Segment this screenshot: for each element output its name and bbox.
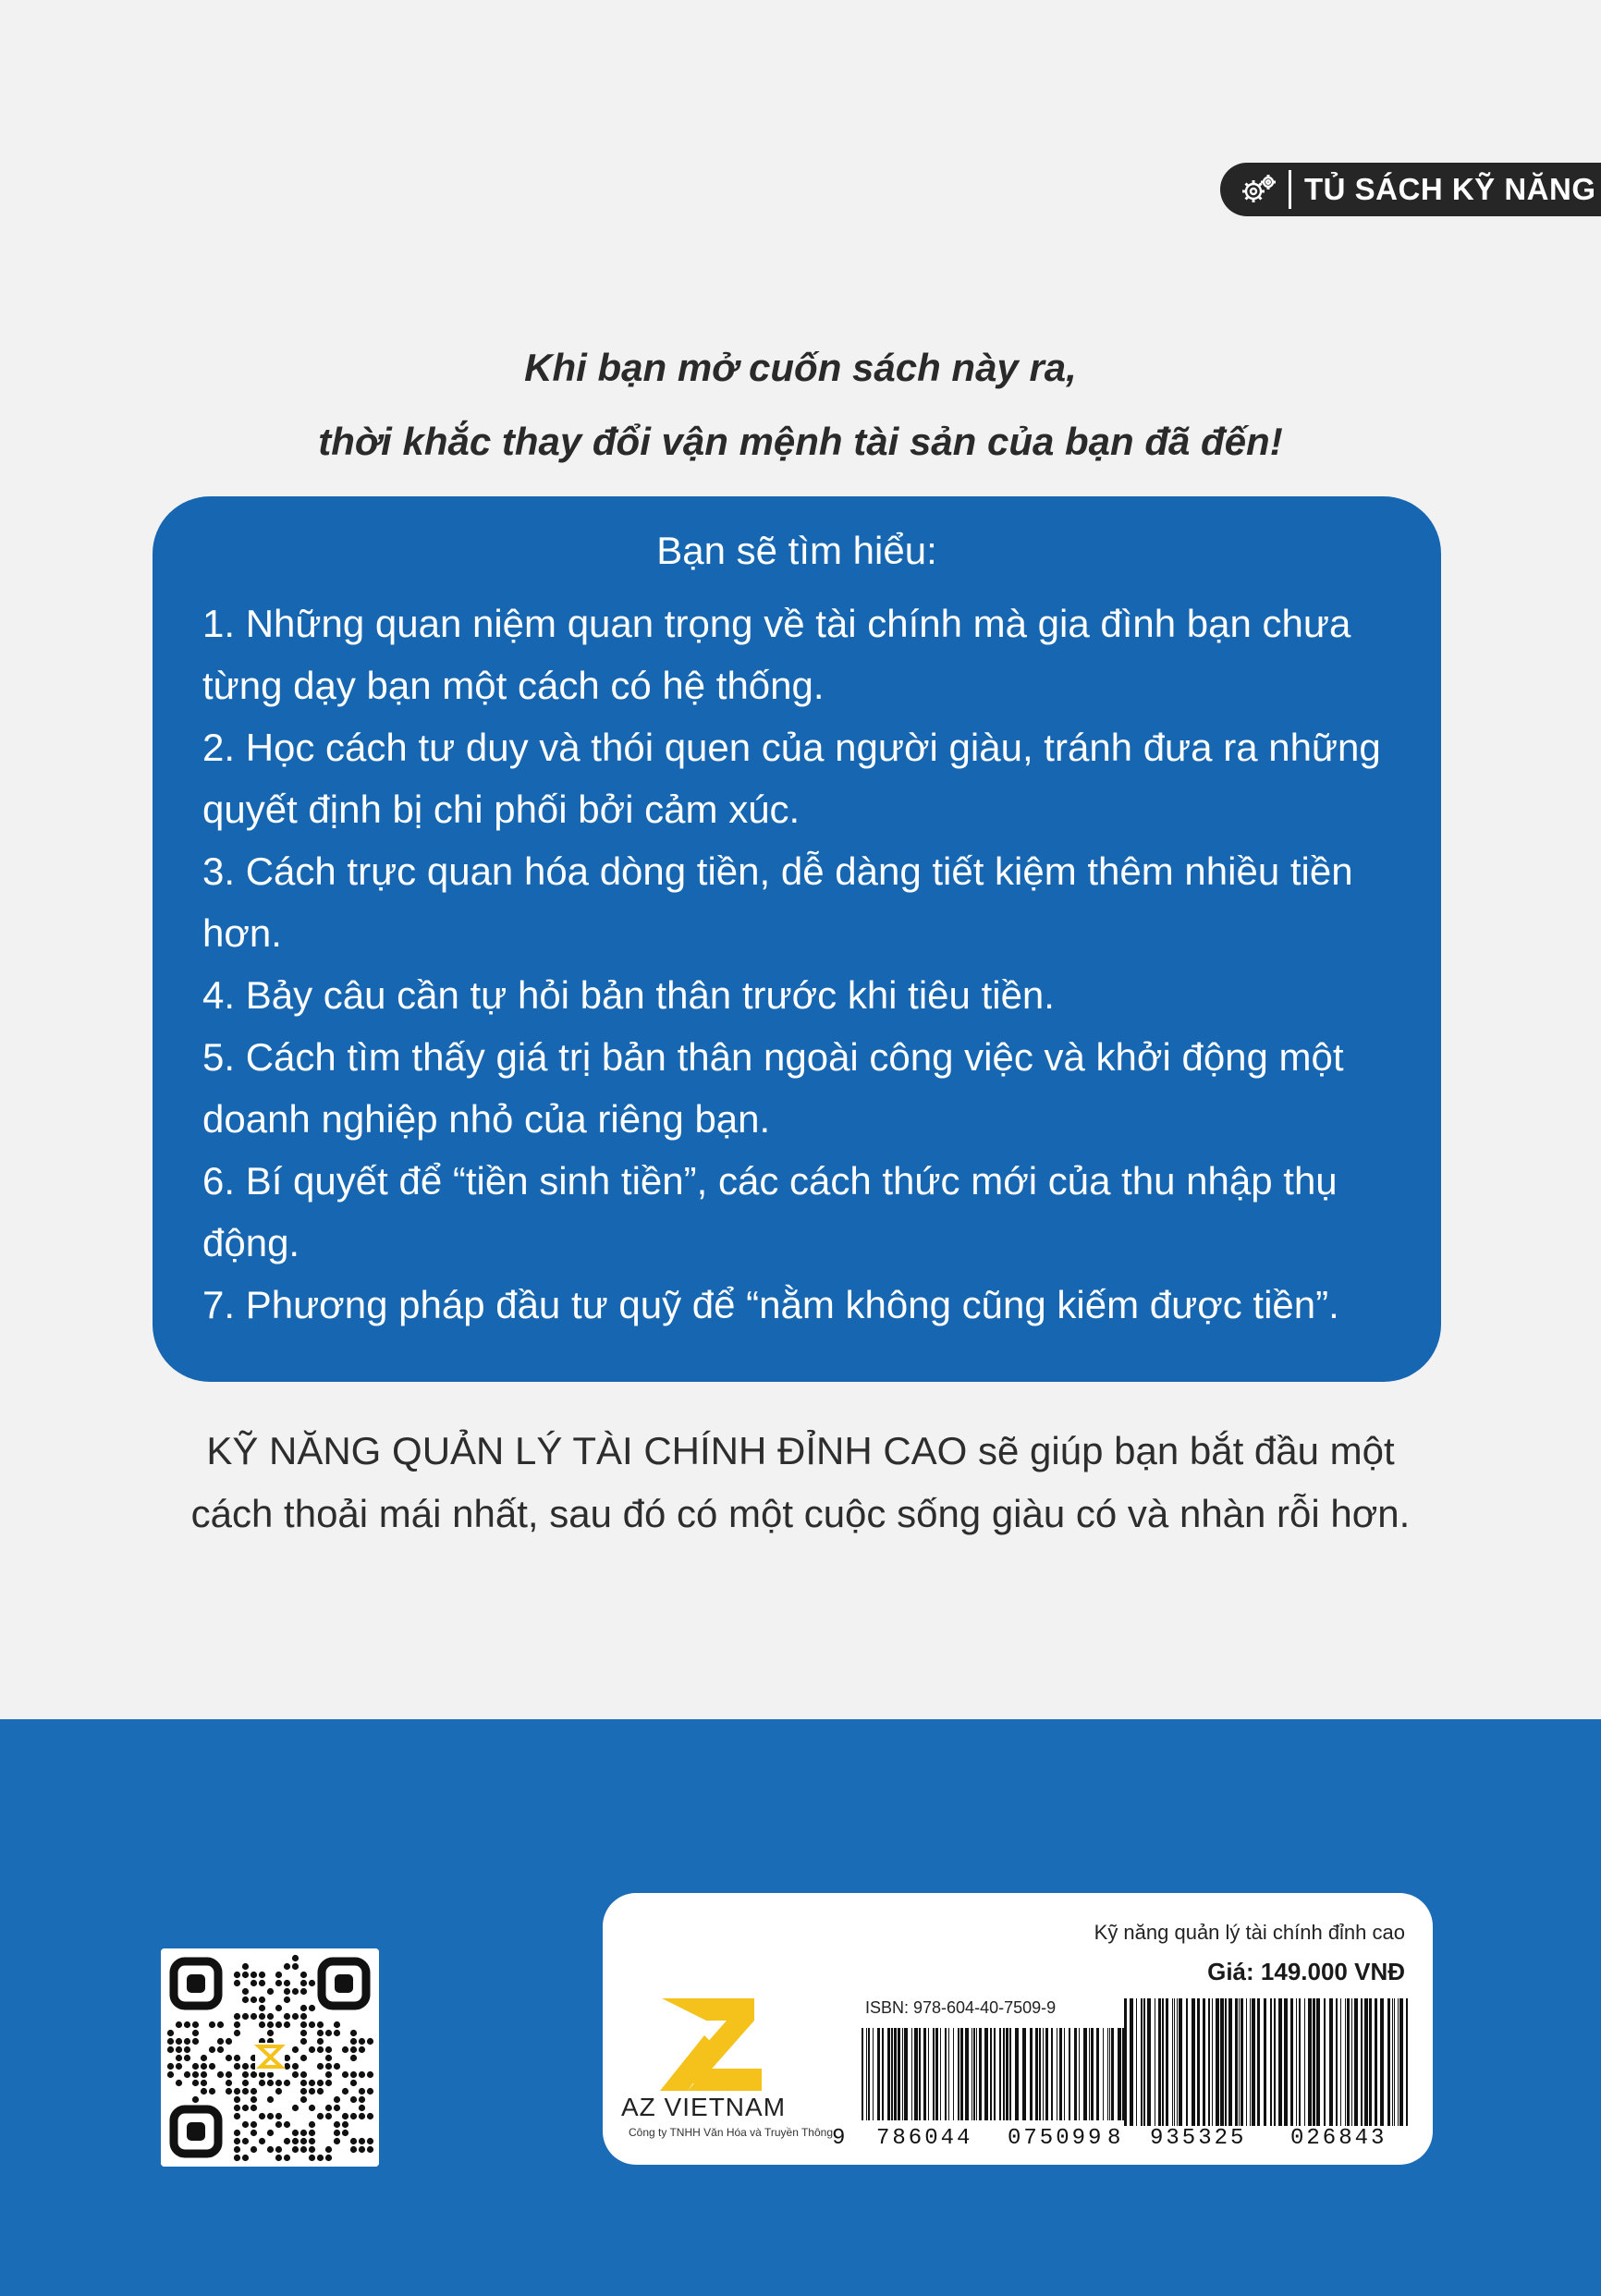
list-item: 2. Học cách tư duy và thói quen của người giàu, tránh đưa ra những quyết định bị chi phối bởi cảm xúc.: [202, 726, 1381, 831]
qr-code: [161, 1948, 379, 2167]
list-item: 3. Cách trực quan hóa dòng tiền, dễ dàng tiết kiệm thêm nhiều tiền hơn.: [202, 849, 1353, 955]
series-label: TỦ SÁCH KỸ NĂNG: [1304, 172, 1596, 206]
box-title: Bạn sẽ tìm hiểu:: [656, 529, 937, 572]
tagline-line-1: Khi bạn mở cuốn sách này ra,: [524, 346, 1077, 389]
summary-paragraph: [166, 1420, 1435, 1545]
product-barcode-right-digits: 026843: [1290, 2126, 1387, 2151]
learning-points-box: [153, 496, 1441, 1382]
isbn-barcode-left-digits: 786044: [876, 2126, 973, 2151]
summary-text: sẽ giúp bạn bắt đầu một cách thoải mái nhất, sau đó có một cuộc sống giàu có và nhàn rỗi hơn.: [190, 1429, 1411, 1535]
price: Giá: 149.000 VNĐ: [1207, 1958, 1405, 1985]
list-item: 7. Phương pháp đầu tư quỹ để “nằm không cũng kiếm được tiền”.: [202, 1283, 1339, 1326]
tagline: [0, 331, 1601, 479]
az-vietnam-logo: [647, 1993, 776, 2104]
series-badge: [1220, 163, 1601, 216]
list-item: 4. Bảy câu cần tự hỏi bản thân trước khi tiêu tiền.: [202, 973, 1055, 1017]
product-barcode-left-digits: 935325: [1150, 2126, 1247, 2151]
product-barcode: [1122, 1998, 1412, 2126]
list-item: 6. Bí quyết để “tiền sinh tiền”, các cách thức mới của thu nhập thụ động.: [202, 1159, 1338, 1264]
card-book-title: Kỹ năng quản lý tài chính đỉnh cao: [1094, 1921, 1405, 1944]
book-title-highlight: KỸ NĂNG QUẢN LÝ TÀI CHÍNH ĐỈNH CAO: [206, 1429, 968, 1472]
isbn-barcode-first-digit: 9: [832, 2126, 849, 2151]
brand-subtitle: Công ty TNHH Văn Hóa và Truyền Thông: [629, 2126, 834, 2139]
list-item: 5. Cách tìm thấy giá trị bản thân ngoài công việc và khởi động một doanh nghiệp nhỏ của riêng bạn.: [202, 1035, 1344, 1141]
isbn-barcode: [860, 2028, 1128, 2120]
brand-name: AZ VIETNAM: [621, 2093, 787, 2121]
tagline-line-2: thời khắc thay đổi vận mệnh tài sản của bạn đã đến!: [318, 420, 1283, 463]
isbn-barcode-right-digits: 075099: [1008, 2126, 1105, 2151]
list-item: 1. Những quan niệm quan trọng về tài chính mà gia đình bạn chưa từng dạy bạn một cách có hệ thống.: [202, 602, 1351, 707]
gears-icon: [1237, 171, 1279, 208]
product-barcode-first-digit: 8: [1107, 2126, 1124, 2151]
isbn-label: ISBN: 978-604-40-7509-9: [865, 1998, 1057, 2017]
publisher-card: [603, 1893, 1433, 2165]
badge-divider: [1289, 170, 1291, 209]
learning-points-list: [202, 592, 1404, 1336]
